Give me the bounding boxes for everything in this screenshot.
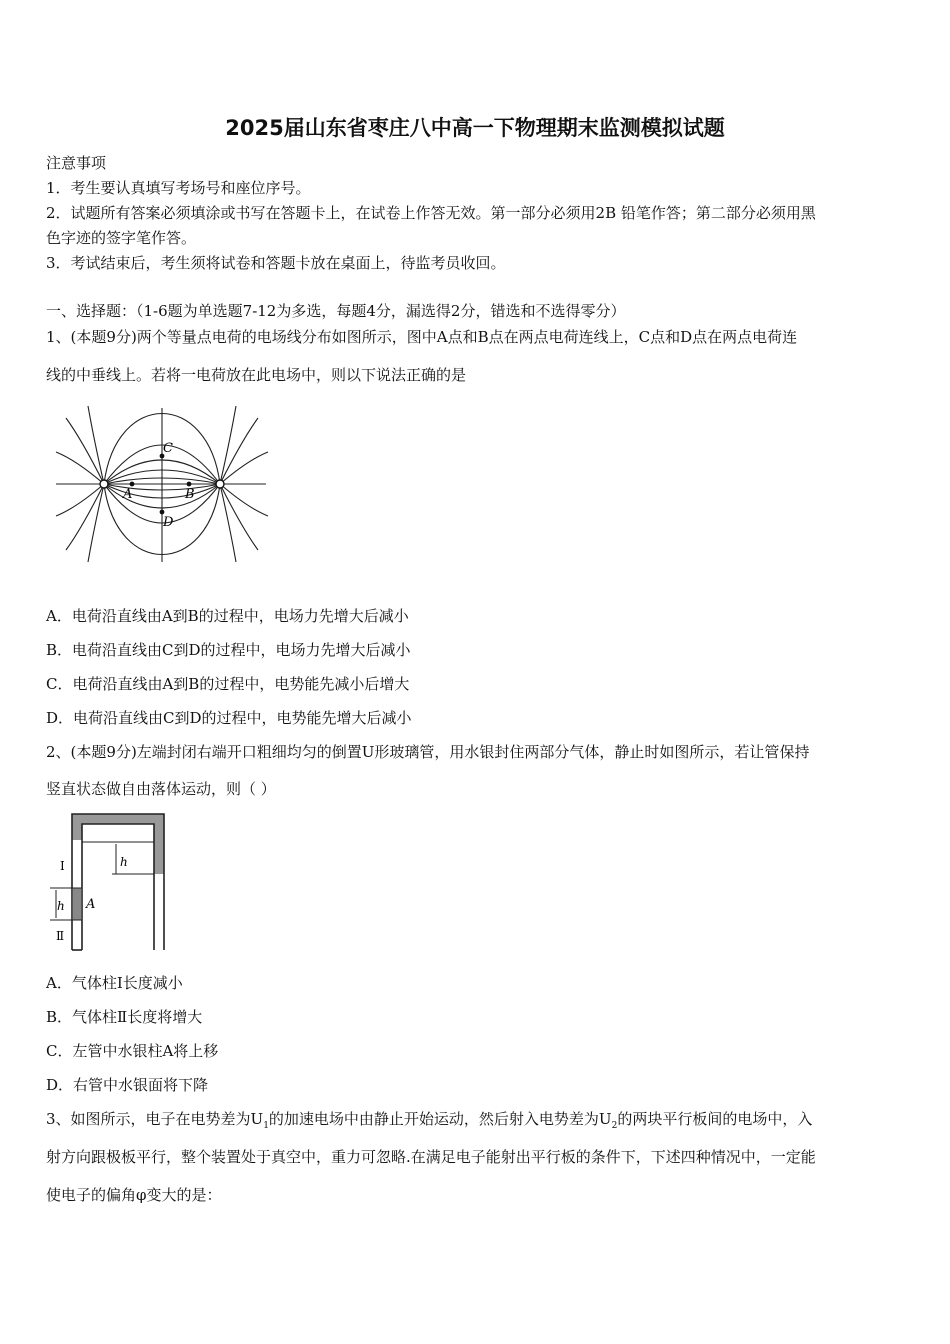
q2-stem-line2: 竖直状态做自由落体运动，则（ ） [46,780,276,798]
q3-stem-line1 [46,1109,908,1136]
notice-item: 1．考生要认真填写考场号和座位序号。 [46,179,311,197]
notice-item: 3．考试结束后，考生须将试卷和答题卡放在桌面上，待监考员收回。 [46,254,506,272]
label-b: B [185,487,195,502]
point-d [160,510,165,515]
q2-option-b: B．气体柱Ⅱ长度将增大 [46,1008,203,1026]
q2-option-a: A．气体柱Ⅰ长度减小 [46,974,183,992]
q3-text: 的加速电场中由静止开始运动，然后射入电势差为U [268,1110,612,1128]
q3-stem-line3: 使电子的偏角φ变大的是： [46,1186,222,1204]
q1-stem-line1: 1、(本题9分)两个等量点电荷的电场线分布如图所示，图中A点和B点在两点电荷连线上，C点和D点在两点电荷连 [46,328,798,346]
mercury-top [72,814,164,874]
q1-option-b: B．电荷沿直线由C到D的过程中，电场力先增大后减小 [46,641,411,659]
q3-stem-line2: 射方向跟极板平行，整个装置处于真空中，重力可忽略.在满足电子能射出平行板的条件下，下述四种情况中，一定能 [46,1148,816,1166]
q2-stem-line1: 2、(本题9分)左端封闭右端开口粗细均匀的倒置U形玻璃管，用水银封住两部分气体，静止时如图所示，若让管保持 [46,743,810,761]
point-a [130,482,135,487]
mercury-column-a [72,888,82,920]
q1-option-c: C．电荷沿直线由A到B的过程中，电势能先减小后增大 [46,675,410,693]
label-gas-2: Ⅱ [56,929,65,943]
section-heading: 一、选择题：（1-6题为单选题7-12为多选，每题4分，漏选得2分，错选和不选得零分） [46,302,626,320]
q1-stem-line2: 线的中垂线上。若将一电荷放在此电场中，则以下说法正确的是 [46,366,467,384]
q1-option-a: A．电荷沿直线由A到B的过程中，电场力先增大后减小 [46,607,409,625]
label-c: C [163,441,173,456]
q3-text: 3、如图所示，电子在电势差为U [46,1110,264,1128]
q2-option-c: C．左管中水银柱A将上移 [46,1042,219,1060]
label-a: A [123,487,133,502]
label-h-left: h [57,899,65,913]
right-charge [216,480,224,488]
label-d: D [163,515,174,530]
notice-heading: 注意事项 [46,154,107,172]
q3-sub-1: 1 [263,1121,269,1131]
left-charge [100,480,108,488]
q1-option-d: D．电荷沿直线由C到D的过程中，电势能先增大后减小 [46,709,412,727]
label-a: A [86,897,96,912]
q3-text: 的两块平行板间的电场中，入 [617,1110,813,1128]
notice-item: 色字迹的签字笔作答。 [46,229,197,247]
label-gas-1: I [60,859,65,873]
label-h-right: h [120,855,128,869]
page-title: 2025届山东省枣庄八中高一下物理期末监测模拟试题 [225,116,725,140]
point-b [187,482,192,487]
q2-option-d: D．右管中水银面将下降 [46,1076,209,1094]
q1-field-diagram [46,400,276,570]
q2-tube-diagram [46,810,176,955]
notice-item: 2．试题所有答案必须填涂或书写在答题卡上，在试卷上作答无效。第一部分必须用2B 铅笔作答；第二部分必须用黑 [46,204,816,222]
q3-sub-2: 2 [611,1121,618,1131]
